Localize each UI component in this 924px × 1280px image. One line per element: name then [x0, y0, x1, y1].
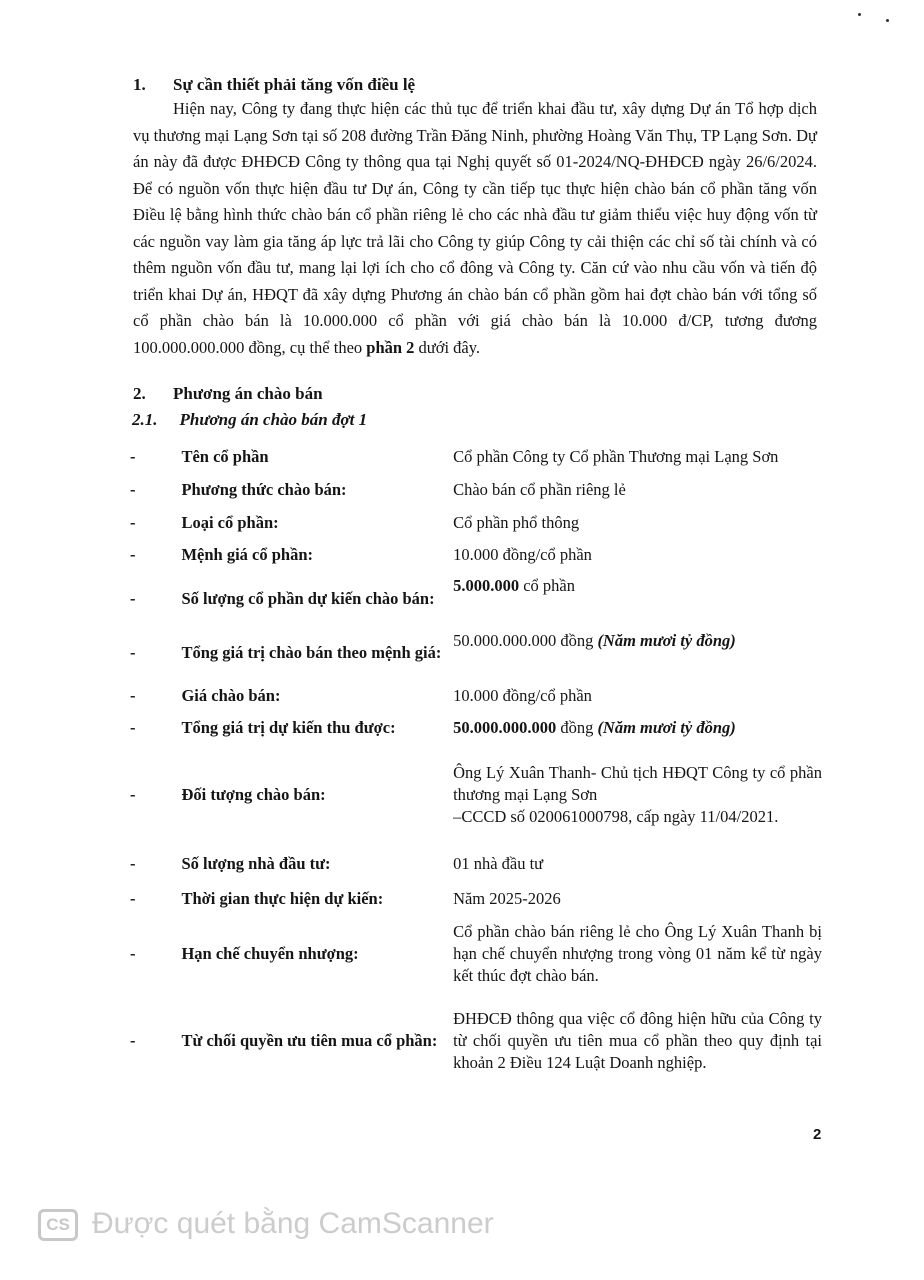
row-value	[453, 744, 822, 846]
value-italic: (Năm mươi tỷ đồng)	[597, 718, 736, 737]
row-bullet: -	[130, 889, 136, 908]
section-1-paragraph	[133, 96, 817, 361]
row-bullet: -	[130, 685, 136, 705]
page-number: 2	[813, 1126, 822, 1143]
table-row	[122, 507, 822, 539]
row-value: 10.000 đồng/cổ phần	[453, 685, 592, 705]
row-bullet: -	[130, 446, 136, 466]
row-value: Năm 2025-2026	[453, 889, 561, 908]
value-italic: (Năm mươi tỷ đồng)	[597, 631, 736, 650]
row-value	[453, 627, 822, 679]
row-bullet: -	[130, 1031, 136, 1050]
row-label: Tổng giá trị chào bán theo mệnh giá:	[181, 643, 442, 662]
scanner-watermark: Được quét bằng CamScanner	[92, 1207, 494, 1240]
scan-speck	[886, 19, 889, 22]
section-title: Phương án chào bán	[173, 384, 323, 403]
table-row	[122, 627, 822, 679]
row-value: Cổ phần phổ thông	[453, 513, 580, 532]
table-row	[122, 846, 822, 882]
row-value: 01 nhà đầu tư	[453, 854, 544, 873]
subsection-title: Phương án chào bán đợt 1	[179, 410, 368, 429]
subsection-number: 2.1.	[132, 410, 158, 429]
row-label: Giá chào bán:	[181, 685, 281, 705]
row-value: Cổ phần Công ty Cổ phần Thương mại Lạng Sơn	[453, 446, 779, 466]
row-value: Chào bán cổ phần riêng lẻ	[453, 480, 626, 499]
value-rest: đồng	[556, 718, 598, 737]
row-bullet: -	[130, 944, 136, 963]
value-bold: 50.000.000.000	[453, 718, 557, 737]
row-value	[453, 571, 822, 627]
row-value: 10.000 đồng/cổ phần	[453, 545, 592, 564]
value-bold: 5.000.000	[453, 576, 520, 595]
value-line: –CCCD số 020061000798, cấp ngày 11/04/2021.	[453, 807, 779, 826]
table-row	[122, 916, 822, 992]
row-label: Từ chối quyền ưu tiên mua cổ phần:	[181, 1031, 438, 1050]
row-bullet: -	[130, 643, 136, 662]
row-value: Cổ phần chào bán riêng lẻ cho Ông Lý Xuân Thanh bị hạn chế chuyển nhượng trong vòng 01 năm kể từ ngày kết thúc đợt chào bán.	[453, 922, 822, 985]
row-label: Thời gian thực hiện dự kiến:	[181, 889, 384, 908]
row-label: Phương thức chào bán:	[181, 480, 347, 499]
section-number: 2.	[133, 384, 146, 403]
row-bullet: -	[130, 589, 136, 608]
table-row	[122, 440, 822, 473]
table-row	[122, 992, 822, 1090]
row-bullet: -	[130, 480, 136, 499]
table-row	[122, 539, 822, 571]
value-main: 50.000.000.000 đồng	[453, 631, 598, 650]
row-bullet: -	[130, 513, 136, 532]
row-bullet: -	[130, 545, 136, 564]
paragraph-text: Hiện nay, Công ty đang thực hiện các thủ tục để triển khai đầu tư, xây dựng Dự án Tổ hợp dịch vụ thương mại Lạng Sơn tại số 208 đường Trần Đăng Ninh, phường Hoàng Văn Thụ, TP Lạng Sơn. Dự án này đã được ĐHĐCĐ Công ty thông qua tại Nghị quyết số 01-2024/NQ-ĐHĐCĐ ngày 26/6/2024. Để có nguồn vốn thực hiện đầu tư Dự án, Công ty cần tiếp tục thực hiện chào bán cổ phần tăng vốn Điều lệ bằng hình thức chào bán cổ phần riêng lẻ cho các nhà đầu tư giảm thiểu việc huy động vốn từ các nguồn vay làm gia tăng áp lực trả lãi cho Công ty giúp Công ty cải thiện các chỉ số tài chính và có thêm nguồn vốn đầu tư, mang lại lợi ích cho cổ đông và Công ty. Căn cứ vào nhu cầu vốn và tiến độ triển khai Dự án, HĐQT đã xây dựng Phương án chào bán cổ phần gồm hai đợt chào bán với tổng số cổ phần chào bán là 10.000.000 cổ phần với giá chào bán là 10.000 đ/CP, tương đương 100.000.000.000 đồng, cụ thể theo	[133, 99, 817, 357]
section-number: 1.	[133, 75, 146, 94]
camscanner-logo-icon: CS	[38, 1209, 78, 1241]
paragraph-text-end: dưới đây.	[414, 337, 481, 357]
row-bullet: -	[130, 718, 136, 737]
table-row	[122, 882, 822, 916]
row-label: Tổng giá trị dự kiến thu được:	[181, 718, 396, 737]
table-row	[122, 571, 822, 627]
row-value	[453, 712, 822, 744]
table-row	[122, 473, 822, 507]
row-label: Hạn chế chuyển nhượng:	[181, 944, 359, 963]
row-label: Số lượng cổ phần dự kiến chào bán:	[181, 589, 435, 608]
table-row	[122, 744, 822, 846]
row-bullet: -	[130, 785, 136, 804]
row-label: Tên cổ phần	[181, 446, 269, 466]
value-line: Ông Lý Xuân Thanh- Chủ tịch HĐQT Công ty cổ phần thương mại Lạng Sơn	[453, 763, 822, 804]
table-row	[122, 679, 822, 712]
value-rest: cổ phần	[519, 576, 575, 595]
table-row	[122, 712, 822, 744]
scan-speck	[858, 13, 861, 16]
row-label: Loại cổ phần:	[181, 513, 279, 532]
row-label: Số lượng nhà đầu tư:	[181, 854, 331, 873]
row-label: Mệnh giá cổ phần:	[181, 545, 314, 564]
row-bullet: -	[130, 854, 136, 873]
paragraph-emphasis: phần 2	[366, 337, 415, 357]
row-label: Đối tượng chào bán:	[181, 785, 326, 804]
subsection-2-1-heading	[132, 410, 367, 430]
offer-details-table	[122, 440, 822, 1090]
section-title: Sự cần thiết phải tăng vốn điều lệ	[173, 75, 416, 94]
row-value: ĐHĐCĐ thông qua việc cổ đông hiện hữu của Công ty từ chối quyền ưu tiên mua cổ phần theo quy định tại khoản 2 Điều 124 Luật Doanh nghiệp.	[453, 1009, 822, 1072]
